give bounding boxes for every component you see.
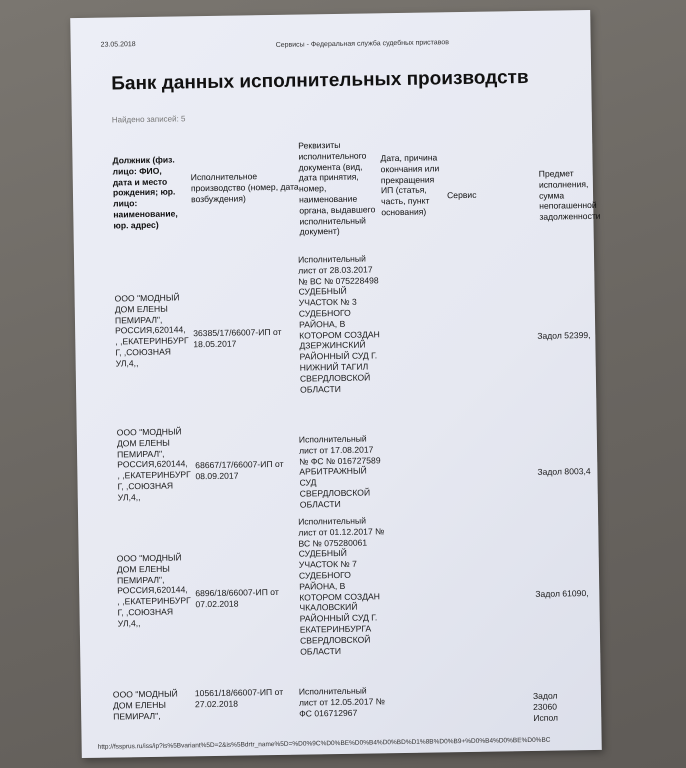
row4-subject: Задол 23060 Испол [532,690,559,723]
row4-proceeding: 10561/18/66007-ИП от 27.02.2018 [194,686,284,710]
row3-debtor: ООО "МОДНЫЙ ДОМ ЕЛЕНЫ ПЕМИРАЛ", РОССИЯ,620144, , ,ЕКАТЕРИНБУРГ Г, ,СОЮЗНАЯ УЛ,4,, [116,552,191,629]
row2-debtor: ООО "МОДНЫЙ ДОМ ЕЛЕНЫ ПЕМИРАЛ", РОССИЯ,620144, , ,ЕКАТЕРИНБУРГ Г, ,СОЮЗНАЯ УЛ,4,, [116,426,191,503]
footer-url: http://fssprus.ru/iss/ip?is%5Bvariant%5D=2&is%5Bdrtr_name%5D=%D0%9C%D0%BE%D0%B4%D0%BD%D1%8B%D0%B9+%D0%B4%D0%BE%D0%BC [97,736,551,751]
row3-proceeding: 6896/18/66007-ИП от 07.02.2018 [195,586,279,610]
page-title: Банк данных исполнительных производств [111,66,529,95]
print-date: 23.05.2018 [100,41,136,49]
header-subject: Предмет исполнения, сумма непогашенной задолженности [538,168,601,222]
header-termination: Дата, причина окончания или прекращения ИП (статья, часть, пункт основания) [380,152,440,218]
row1-debtor: ООО "МОДНЫЙ ДОМ ЕЛЕНЫ ПЕМИРАЛ", РОССИЯ,620144, , ,ЕКАТЕРИНБУРГ Г, ,СОЮЗНАЯ УЛ,4,, [114,292,189,369]
row1-subject: Задол 52399, [537,329,591,341]
row3-document: Исполнительный лист от 01.12.2017 № ВС № 075280061 СУДЕБНЫЙ УЧАСТОК № 7 СУДЕБНОГО РАЙОНА, В КОТОРОМ СОЗДАН ЧКАЛОВСКИЙ РАЙОННЫЙ СУД Г. ЕКАТЕРИНБУРГА СВЕРДЛОВСКОЙ ОБЛАСТИ [298,515,385,657]
row1-document: Исполнительный лист от 28.03.2017 № ВС № 075228498 СУДЕБНЫЙ УЧАСТОК № 3 СУДЕБНОГО РАЙОНА, В КОТОРОМ СОЗДАН ДЗЕРЖИНСКИЙ РАЙОННЫЙ СУД Г. НИЖНИЙ ТАГИЛ СВЕРДЛОВСКОЙ ОБЛАСТИ [297,253,380,395]
row1-proceeding: 36385/17/66007-ИП от 18.05.2017 [193,326,282,350]
row4-debtor: ООО "МОДНЫЙ ДОМ ЕЛЕНЫ ПЕМИРАЛ", [112,688,178,722]
row4-document: Исполнительный лист от 12.05.2017 № ФС 016712967 [298,685,386,719]
header-proceeding: Исполнительное производство (номер, дата возбуждения) [190,171,299,204]
records-found: Найдено записей: 5 [111,114,186,125]
site-title: Сервисы - Федеральная служба судебных приставов [275,39,449,49]
row2-document: Исполнительный лист от 17.08.2017 № ФС № 016727589 АРБИТРАЖНЫЙ СУД СВЕРДЛОВСКОЙ ОБЛАСТИ [298,433,381,510]
header-debtor: Должник (физ. лицо: ФИО, дата и место рождения; юр. лицо: наименование, юр. адрес) [112,154,178,231]
header-document: Реквизиты исполнительного документа (вид, дата принятия, номер, наименование органа, выдавшего исполнительный документ) [298,139,376,237]
printed-page [70,10,602,758]
row2-proceeding: 68667/17/66007-ИП от 08.09.2017 [195,458,284,482]
row3-subject: Задол 61090, [535,588,589,599]
header-service: Сервис [446,189,477,201]
row2-subject: Задол 8003,4 [537,466,591,477]
